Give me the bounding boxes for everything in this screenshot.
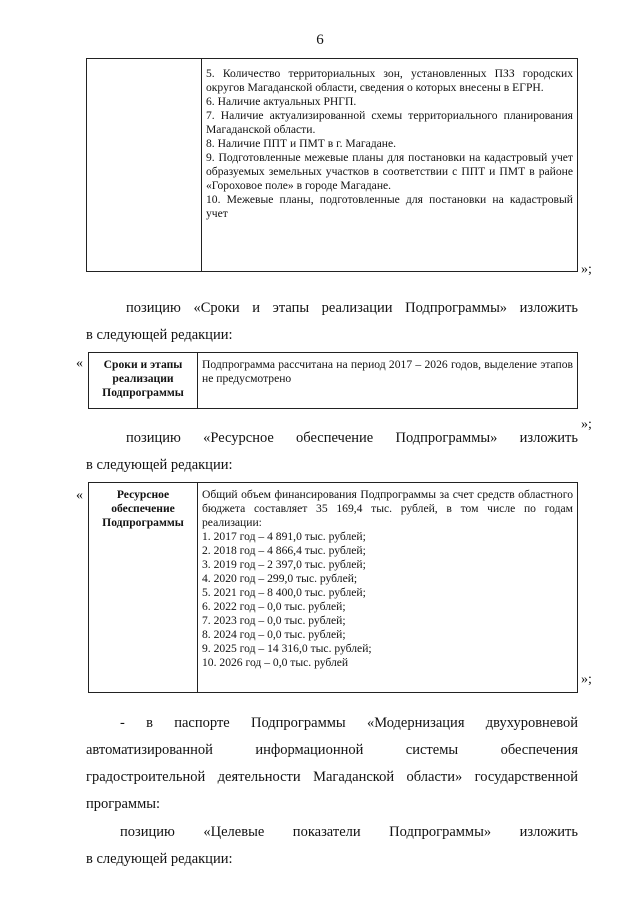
list-item: 2. 2018 год – 4 866,4 тыс. рублей; [202, 544, 366, 557]
close-quote: »; [581, 672, 592, 687]
list-item: 10. 2026 год – 0,0 тыс. рублей [202, 656, 349, 669]
paragraph-line: программы: [86, 796, 161, 812]
funding-intro: Общий объем финансирования Подпрограммы за счет средств областного бюджета составляет 35 169,4 тыс. рублей, в том числе по годам реализации: [202, 488, 573, 529]
list-item: 8. 2024 год – 0,0 тыс. рублей; [202, 628, 346, 641]
indicators-label-cell [87, 59, 202, 272]
list-item: 6. Наличие актуальных РНГП. [206, 95, 357, 108]
list-item: 10. Межевые планы, подготовленные для постановки на кадастровый учет [206, 193, 573, 220]
list-item: 6. 2022 год – 0,0 тыс. рублей; [202, 600, 346, 613]
indicators-table [86, 58, 578, 272]
page-number: 6 [316, 32, 324, 48]
funding-label-cell: Ресурсное обеспечение Подпрограммы [89, 483, 198, 693]
list-item: 7. Наличие актуализированной схемы территориального планирования Магаданской области. [206, 109, 573, 136]
list-item: 5. Количество территориальных зон, установленных ПЗЗ городских округов Магаданской области, сведения о которых внесены в ЕГРН. [206, 67, 573, 94]
paragraph-line: - в паспорте Подпрограммы «Модернизация двухуровневой [120, 715, 578, 731]
paragraph-line: позицию «Целевые показатели Подпрограммы» изложить [120, 824, 578, 840]
list-item: 3. 2019 год – 2 397,0 тыс. рублей; [202, 558, 366, 571]
timeline-label-cell: Сроки и этапы реализации Подпрограммы [89, 353, 198, 409]
list-item: 7. 2023 год – 0,0 тыс. рублей; [202, 614, 346, 627]
table-row [87, 59, 578, 272]
list-item: 8. Наличие ППТ и ПМТ в г. Магадане. [206, 137, 397, 150]
paragraph-line: автоматизированной информационной системы обеспечения [86, 742, 578, 758]
funding-table [88, 482, 578, 693]
list-item: 1. 2017 год – 4 891,0 тыс. рублей; [202, 530, 366, 543]
paragraph-line: градостроительной деятельности Магаданской области» государственной [86, 769, 578, 785]
paragraph-line: позицию «Сроки и этапы реализации Подпрограммы» изложить [126, 300, 578, 316]
close-quote: »; [581, 417, 592, 432]
timeline-table [88, 352, 578, 409]
funding-value-cell [198, 483, 578, 693]
list-item: 9. 2025 год – 14 316,0 тыс. рублей; [202, 642, 372, 655]
paragraph-line: в следующей редакции: [86, 327, 233, 343]
paragraph-line: позицию «Ресурсное обеспечение Подпрограммы» изложить [126, 430, 578, 446]
paragraph-line: в следующей редакции: [86, 851, 233, 867]
open-quote: « [76, 356, 83, 371]
table-row [89, 483, 578, 693]
table-row [89, 353, 578, 409]
timeline-value-cell: Подпрограмма рассчитана на период 2017 – 2026 годов, выделение этапов не предусмотрено [198, 353, 578, 409]
indicators-list-cell [202, 59, 578, 272]
open-quote: « [76, 488, 83, 503]
list-item: 4. 2020 год – 299,0 тыс. рублей; [202, 572, 358, 585]
list-item: 9. Подготовленные межевые планы для постановки на кадастровый учет образуемых земельных участков в соответствии с ППТ и ПМТ в районе «Гороховое поле» в городе Магадане. [206, 151, 573, 192]
list-item: 5. 2021 год – 8 400,0 тыс. рублей; [202, 586, 366, 599]
close-quote: »; [581, 262, 592, 277]
paragraph-line: в следующей редакции: [86, 457, 233, 473]
